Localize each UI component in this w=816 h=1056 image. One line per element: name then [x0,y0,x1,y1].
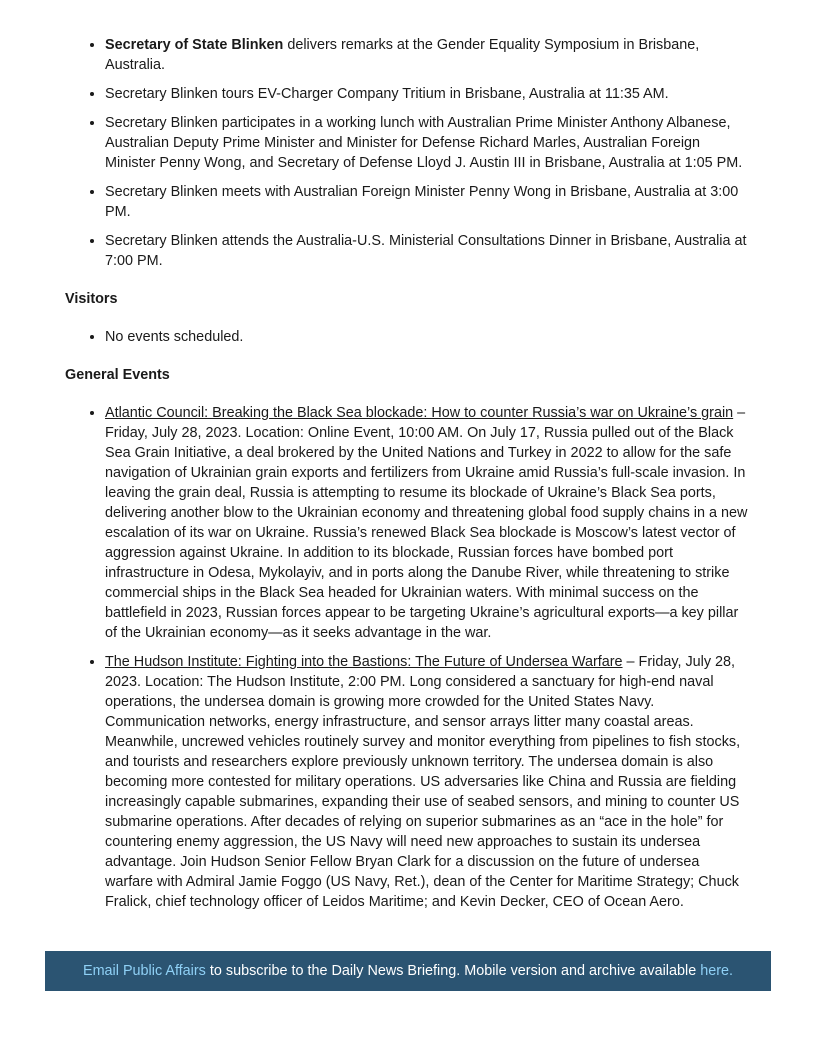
event-description: – Friday, July 28, 2023. Location: The Hudson Institute, 2:00 PM. Long considered a sanctuary for high-end naval operations, the undersea domain is growing more crowded for the United States Navy. Communication networks, energy infrastructure, and sensor arrays litter many coastal areas. Meanwhile, uncrewed vehicles routinely survey and monitor everything from pipelines to fish stocks, and tourists and researchers explore previously unknown territory. The undersea domain is also becoming more contested for military operations. US adversaries like China and Russia are fielding increasingly capable submarines, expanding their use of seabed sensors, and mining to counter US submarine operations. After decades of relying on superior submarines as an “ace in the hole” for countering enemy aggression, the US Navy will need new approaches to sustain its undersea advantage. Join Hudson Senior Fellow Bryan Clark for a discussion on the future of undersea warfare with Admiral Jamie Foggo (US Navy, Ret.), dean of the Center for Maritime Strategy; Chuck Fralick, chief technology officer of Leidos Maritime; and Kevin Decker, CEO of Ocean Aero. [105,654,741,910]
list-item-text: delivers remarks at the Gender Equality Symposium in Brisbane, Australia. [105,37,700,73]
list-item-text: Secretary Blinken participates in a working lunch with Australian Prime Minister Anthony Albanese, Australian Deputy Prime Minister and Minister for Defense Richard Marles, Australian Foreign Minister Penny Wong, and Secretary of Defense Lloyd J. Austin III in Brisbane, Australia at 1:05 PM. [105,115,743,171]
atlantic-council-event-link[interactable]: Atlantic Council: Breaking the Black Sea blockade: How to counter Russia’s war on Ukraine’s grain [105,405,734,421]
secretary-schedule-list [0,35,750,271]
event-description: – Friday, July 28, 2023. Location: Online Event, 10:00 AM. On July 17, Russia pulled out of the Black Sea Grain Initiative, a deal brokered by the United Nations and Turkey in 2022 to allow for the safe navigation of Ukrainian grain exports and fertilizers from Ukraine amid Russia’s full-scale invasion. In leaving the grain deal, Russia is attempting to resume its blockade of Ukraine’s Black Sea ports, delivering another blow to the Ukrainian economy and threatening global food supply chains in a new escalation of its war on Ukraine. Russia’s renewed Black Sea blockade is Moscow’s latest vector of aggression against Ukraine. In addition to its blockade, Russian forces have bombed port infrastructure in Odesa, Mykolayiv, and in ports along the Danube River, while threatening to strike commercial ships in the Black Sea headed for Ukrainian waters. With minimal success on the battlefield in 2023, Russian forces appear to be targeting Ukraine’s agricultural exports—a key pillar of the Ukrainian economy—as it seeks advantage in the war. [105,405,748,641]
visitors-heading: Visitors [65,291,118,307]
list-item-text: Secretary Blinken meets with Australian Foreign Minister Penny Wong in Brisbane, Australia at 3:00 PM. [105,184,739,220]
general-events-list [0,403,750,912]
list-item [105,231,750,271]
subscribe-footer-banner [45,951,771,991]
list-item [105,327,750,347]
visitors-list [0,327,750,347]
general-events-heading: General Events [65,367,170,383]
list-item-text: Secretary Blinken tours EV-Charger Company Tritium in Brisbane, Australia at 11:35 AM. [105,86,669,102]
footer-text: to subscribe to the Daily News Briefing. Mobile version and archive available [205,963,701,979]
hudson-institute-event-link[interactable]: The Hudson Institute: Fighting into the Bastions: The Future of Undersea Warfare [105,654,623,670]
archive-here-link[interactable]: here. [700,963,734,979]
list-item [105,113,750,173]
list-item-text: Secretary Blinken attends the Australia-U.S. Ministerial Consultations Dinner in Brisbane, Australia at 7:00 PM. [105,233,747,269]
bold-lead: Secretary of State Blinken [105,37,284,53]
list-item [105,182,750,222]
list-item [105,652,750,912]
list-item-text: No events scheduled. [105,329,244,345]
list-item [105,403,750,643]
list-item [105,84,750,104]
list-item [105,35,750,75]
email-public-affairs-link[interactable]: Email Public Affairs [82,963,206,979]
